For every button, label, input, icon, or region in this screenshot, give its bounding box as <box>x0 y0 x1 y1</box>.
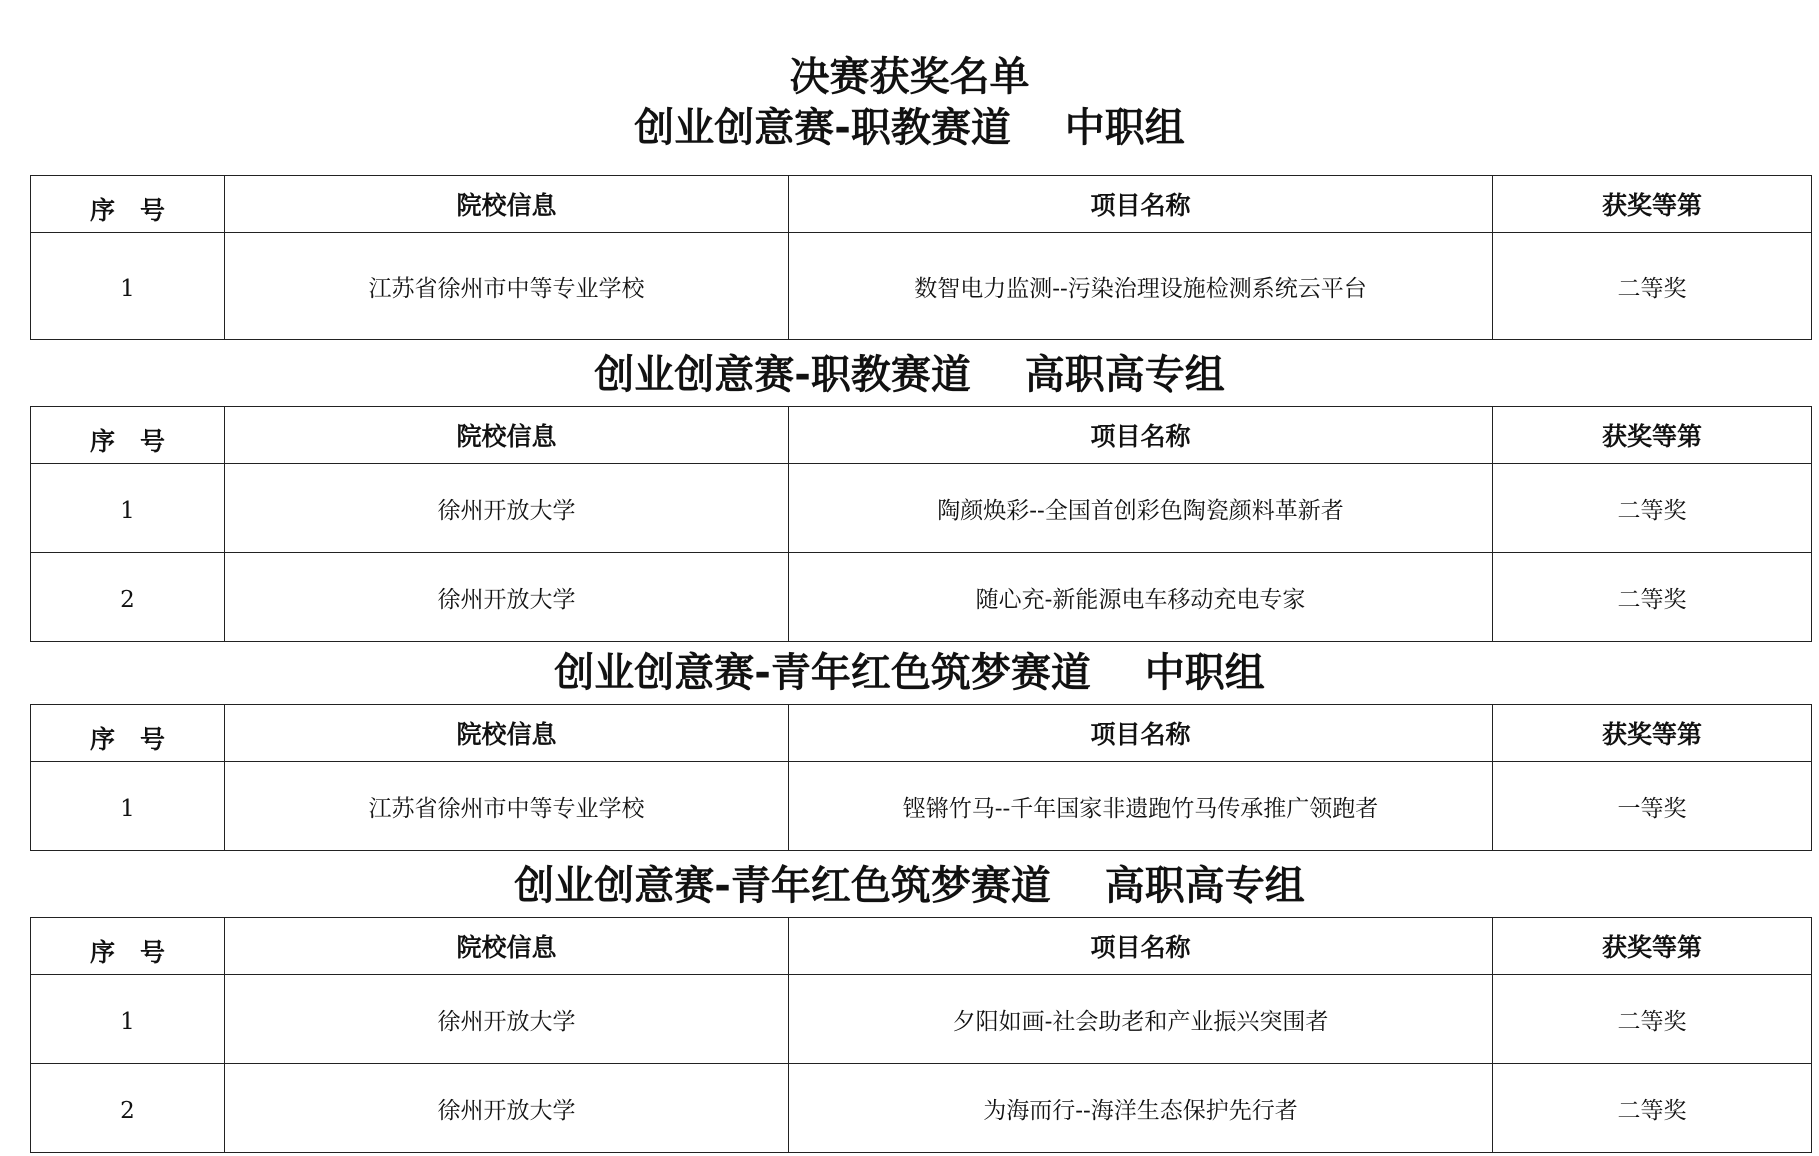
award-table-red-dream-secondary <box>30 704 1812 851</box>
cell-project: 铿锵竹马--千年国家非遗跑竹马传承推广领跑者 <box>789 762 1493 851</box>
cell-seq: 2 <box>31 1064 225 1153</box>
column-header-seq: 序 号 <box>31 918 225 975</box>
cell-award: 二等奖 <box>1493 464 1812 553</box>
cell-project: 为海而行--海洋生态保护先行者 <box>789 1064 1493 1153</box>
table-row <box>31 1064 1812 1153</box>
cell-school: 徐州开放大学 <box>225 464 789 553</box>
award-table-vocational-secondary <box>30 175 1812 340</box>
column-header-award: 获奖等第 <box>1493 918 1812 975</box>
column-header-school: 院校信息 <box>225 705 789 762</box>
cell-seq: 2 <box>31 553 225 642</box>
cell-award: 二等奖 <box>1493 1064 1812 1153</box>
table-header-row <box>31 918 1812 975</box>
cell-school: 江苏省徐州市中等专业学校 <box>225 762 789 851</box>
award-table-vocational-higher <box>30 406 1812 642</box>
section-title-red-dream-secondary: 创业创意赛-青年红色筑梦赛道 中职组 <box>554 650 1265 696</box>
cell-seq: 1 <box>31 975 225 1064</box>
table-row <box>31 762 1812 851</box>
cell-project: 陶颜焕彩--全国首创彩色陶瓷颜料革新者 <box>789 464 1493 553</box>
table-row <box>31 464 1812 553</box>
table-row <box>31 553 1812 642</box>
cell-award: 二等奖 <box>1493 975 1812 1064</box>
cell-project: 夕阳如画-社会助老和产业振兴突围者 <box>789 975 1493 1064</box>
cell-seq: 1 <box>31 464 225 553</box>
award-table-red-dream-higher <box>30 917 1812 1153</box>
table-header-row <box>31 407 1812 464</box>
column-header-seq: 序 号 <box>31 705 225 762</box>
cell-award: 二等奖 <box>1493 233 1812 340</box>
column-header-school: 院校信息 <box>225 176 789 233</box>
table-row <box>31 975 1812 1064</box>
cell-school: 徐州开放大学 <box>225 975 789 1064</box>
column-header-project: 项目名称 <box>789 407 1493 464</box>
section-title-red-dream-higher: 创业创意赛-青年红色筑梦赛道 高职高专组 <box>514 863 1305 909</box>
cell-seq: 1 <box>31 233 225 340</box>
table-header-row <box>31 176 1812 233</box>
column-header-project: 项目名称 <box>789 918 1493 975</box>
cell-project: 数智电力监测--污染治理设施检测系统云平台 <box>789 233 1493 340</box>
column-header-seq: 序 号 <box>31 407 225 464</box>
column-header-project: 项目名称 <box>789 705 1493 762</box>
document-title: 决赛获奖名单 <box>789 54 1030 100</box>
column-header-seq: 序 号 <box>31 176 225 233</box>
column-header-award: 获奖等第 <box>1493 176 1812 233</box>
column-header-project: 项目名称 <box>789 176 1493 233</box>
column-header-award: 获奖等第 <box>1493 407 1812 464</box>
section-title-vocational-secondary: 创业创意赛-职教赛道 中职组 <box>634 105 1185 151</box>
table-row <box>31 233 1812 340</box>
section-title-vocational-higher: 创业创意赛-职教赛道 高职高专组 <box>594 352 1225 398</box>
cell-award: 二等奖 <box>1493 553 1812 642</box>
column-header-award: 获奖等第 <box>1493 705 1812 762</box>
cell-school: 江苏省徐州市中等专业学校 <box>225 233 789 340</box>
cell-school: 徐州开放大学 <box>225 1064 789 1153</box>
column-header-school: 院校信息 <box>225 918 789 975</box>
cell-seq: 1 <box>31 762 225 851</box>
cell-project: 随心充-新能源电车移动充电专家 <box>789 553 1493 642</box>
cell-school: 徐州开放大学 <box>225 553 789 642</box>
table-header-row <box>31 705 1812 762</box>
column-header-school: 院校信息 <box>225 407 789 464</box>
cell-award: 一等奖 <box>1493 762 1812 851</box>
